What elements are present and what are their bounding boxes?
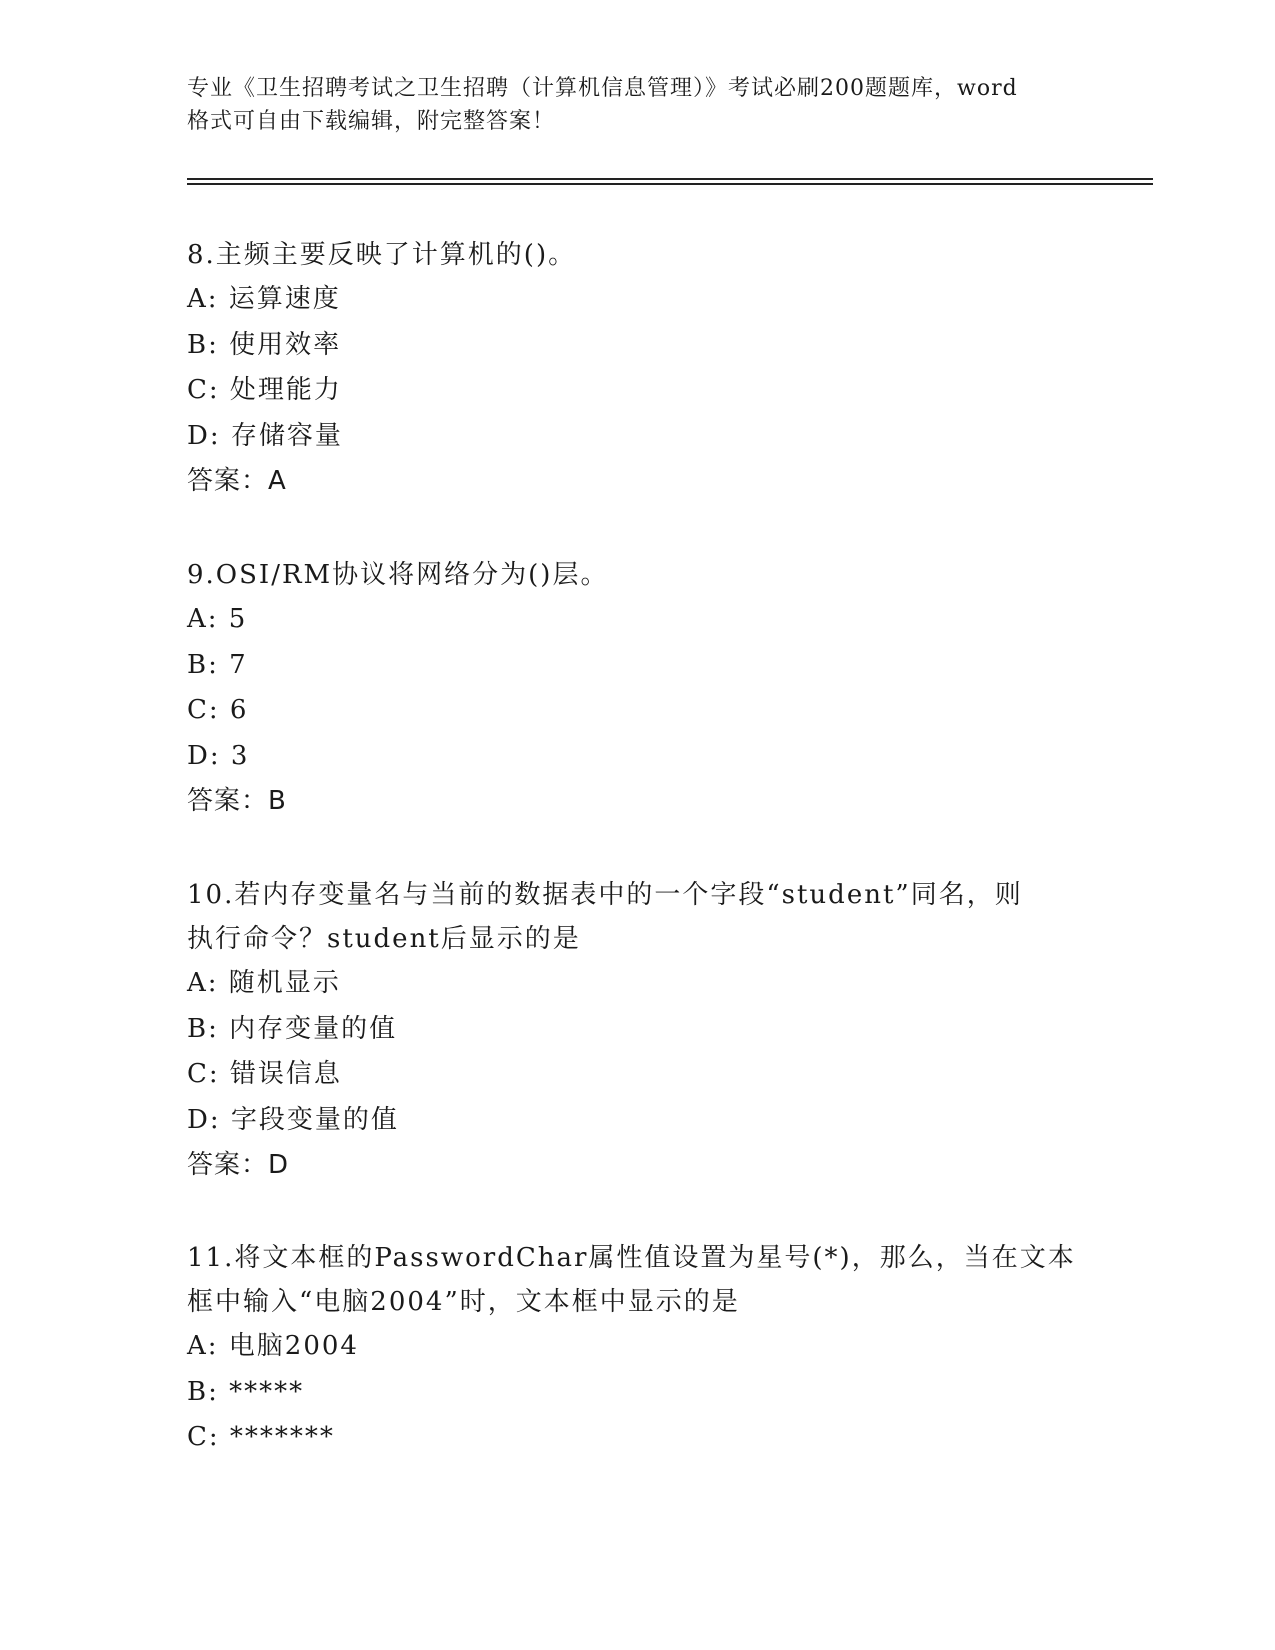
option-a: A: 5 (187, 604, 248, 634)
document-header (187, 72, 1087, 138)
option-a: A: 运算速度 (187, 284, 341, 314)
option-c: C: ******* (187, 1422, 335, 1452)
option-a: A: 随机显示 (187, 968, 341, 998)
option-b: B: ***** (187, 1376, 305, 1407)
option-a: A: 电脑2004 (187, 1331, 359, 1361)
question-8 (187, 233, 1087, 504)
question-9 (187, 553, 1087, 824)
question-text-line-2: 框中输入“电脑2004”时，文本框中显示的是 (187, 1287, 740, 1317)
question-text: 8.主频主要反映了计算机的()。 (187, 240, 577, 270)
option-d: D: 字段变量的值 (187, 1104, 399, 1135)
question-11 (187, 1236, 1087, 1461)
question-text-line-1: 11.将文本框的PasswordChar属性值设置为星号(*)，那么，当在文本 (187, 1243, 1076, 1273)
answer: 答案：B (187, 786, 287, 816)
header-divider-top (187, 178, 1153, 180)
question-text-line-2: 执行命令？student后显示的是 (187, 924, 581, 954)
header-divider-bottom (187, 183, 1153, 185)
option-d: D: 3 (187, 740, 250, 771)
question-text-line-1: 10.若内存变量名与当前的数据表中的一个字段“student”同名，则 (187, 880, 1023, 910)
option-b: B: 使用效率 (187, 329, 342, 360)
option-c: C: 错误信息 (187, 1059, 342, 1089)
header-line-2: 格式可自由下载编辑，附完整答案！ (187, 109, 556, 134)
question-10 (187, 873, 1087, 1188)
option-c: C: 处理能力 (187, 375, 342, 405)
option-b: B: 内存变量的值 (187, 1013, 398, 1044)
answer: 答案：A (187, 466, 287, 496)
question-text: 9.OSI/RM协议将网络分为()层。 (187, 560, 609, 590)
answer: 答案：D (187, 1150, 290, 1180)
option-d: D: 存储容量 (187, 420, 343, 451)
option-c: C: 6 (187, 695, 249, 725)
option-b: B: 7 (187, 649, 248, 680)
header-line-1: 专业《卫生招聘考试之卫生招聘（计算机信息管理）》考试必刷200题题库，word (187, 76, 1018, 101)
